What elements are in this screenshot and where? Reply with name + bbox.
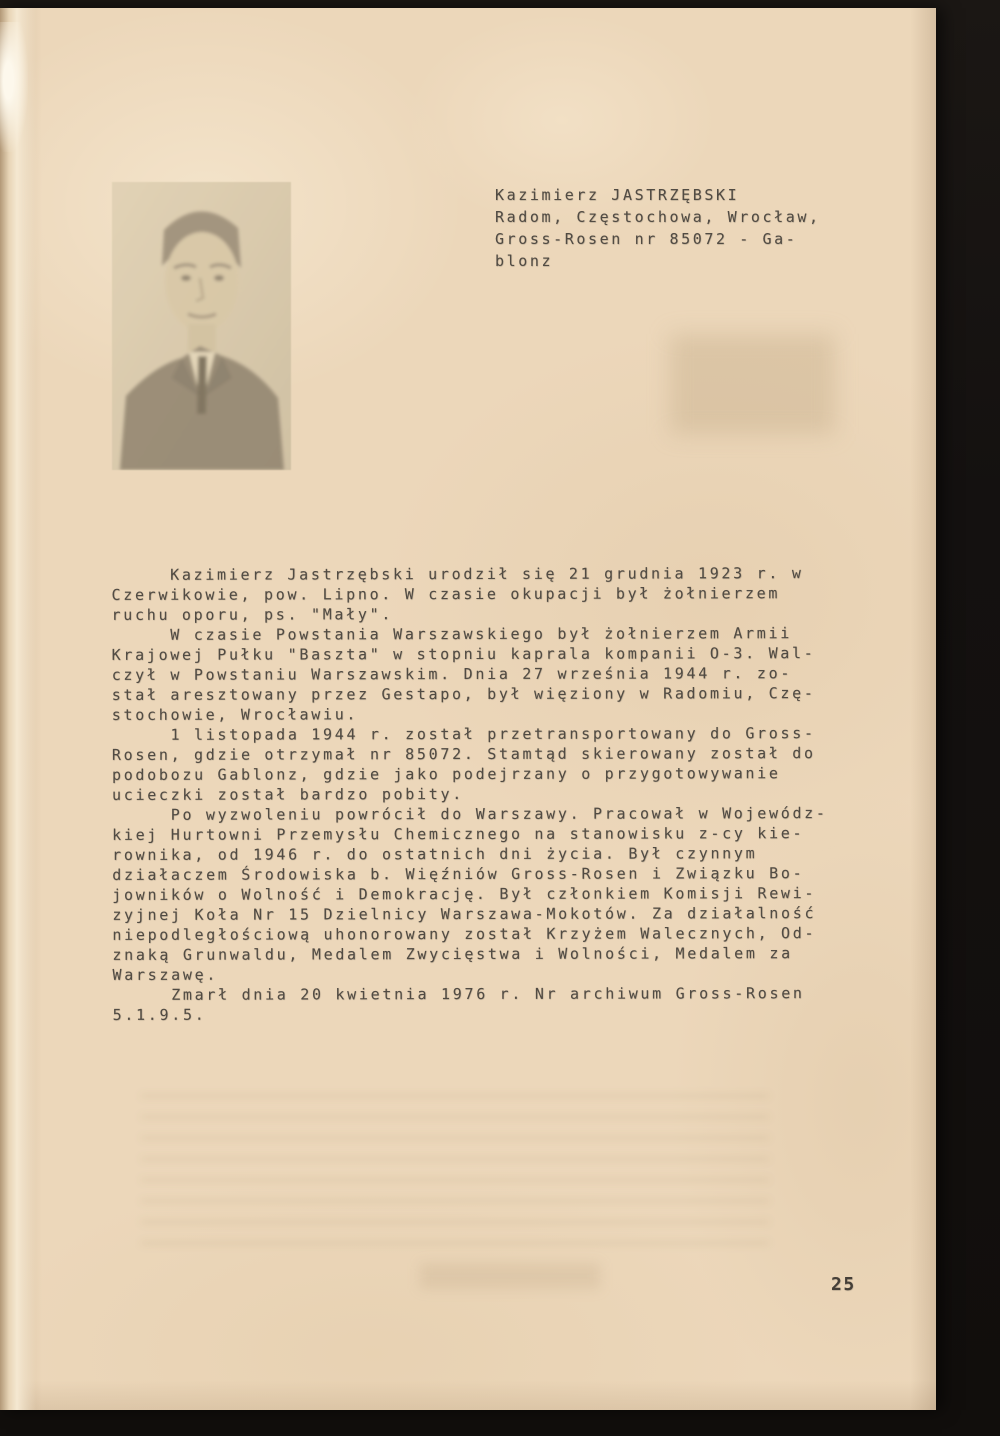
body-line: niepodległościową uhonorowany został Krzyżem Walecznych, Od- bbox=[112, 924, 817, 944]
body-line: Po wyzwoleniu powrócił do Warszawy. Pracował w Wojewódz- bbox=[112, 804, 828, 824]
body-line: Warszawę. bbox=[112, 965, 219, 984]
body-line: jowników o Wolność i Demokrację. Był członkiem Komisji Rewi- bbox=[112, 884, 817, 904]
header-line: blonz bbox=[495, 252, 554, 270]
body-line: Zmarł dnia 20 kwietnia 1976 r. Nr archiwum Gross-Rosen bbox=[112, 984, 805, 1004]
page-curl-highlight bbox=[0, 22, 28, 152]
page-number: 25 bbox=[831, 1274, 856, 1295]
body-line: kiej Hurtowni Przemysłu Chemicznego na stanowisku z-cy kie- bbox=[112, 824, 805, 844]
body-line: stochowie, Wrocławiu. bbox=[111, 705, 359, 724]
body-line: stał aresztowany przez Gestapo, był więziony w Radomiu, Czę- bbox=[111, 684, 816, 704]
portrait-photo bbox=[112, 182, 291, 470]
show-through-stain bbox=[670, 334, 835, 434]
header-line: Kazimierz JASTRZĘBSKI bbox=[495, 186, 740, 204]
header-line: Radom, Częstochowa, Wrocław, bbox=[495, 208, 821, 226]
body-line: działaczem Środowiska b. Więźniów Gross-Rosen i Związku Bo- bbox=[112, 864, 805, 884]
body-line: ucieczki został bardzo pobity. bbox=[111, 785, 464, 804]
body-line: Kazimierz Jastrzębski urodził się 21 grudnia 1923 r. w bbox=[111, 564, 804, 584]
biography-text bbox=[111, 563, 828, 1025]
body-line: podobozu Gablonz, gdzie jako podejrzany o przygotowywanie bbox=[111, 764, 781, 784]
show-through-text bbox=[140, 1093, 770, 1258]
paper-sheet bbox=[0, 8, 936, 1410]
body-line: rownika, od 1946 r. do ostatnich dni życia. Był czynnym bbox=[112, 844, 758, 864]
body-line: 1 listopada 1944 r. został przetransportowany do Gross- bbox=[111, 724, 816, 744]
body-line: Rosen, gdzie otrzymał nr 85072. Stamtąd skierowany został do bbox=[111, 744, 816, 764]
header-line: Gross-Rosen nr 85072 - Ga- bbox=[495, 230, 798, 248]
body-line: ruchu oporu, ps. "Mały". bbox=[111, 605, 394, 624]
page-curl-edge bbox=[0, 8, 36, 1410]
body-line: W czasie Powstania Warszawskiego był żołnierzem Armii bbox=[111, 624, 792, 644]
body-line: 5.1.9.5. bbox=[112, 1005, 207, 1024]
body-line: Krajowej Pułku "Baszta" w stopniu kaprala kompanii O-3. Wal- bbox=[111, 644, 816, 664]
header-caption bbox=[495, 184, 821, 272]
show-through-smudge bbox=[420, 1263, 600, 1289]
body-line: czył w Powstaniu Warszawskim. Dnia 27 września 1944 r. zo- bbox=[111, 664, 793, 684]
portrait-photo-art bbox=[112, 182, 291, 470]
body-line: znaką Grunwaldu, Medalem Zwycięstwa i Wolności, Medalem za bbox=[112, 944, 793, 964]
body-line: Czerwikowie, pow. Lipno. W czasie okupacji był żołnierzem bbox=[111, 584, 781, 604]
body-line: zyjnej Koła Nr 15 Dzielnicy Warszawa-Mokotów. Za działalność bbox=[112, 904, 817, 924]
